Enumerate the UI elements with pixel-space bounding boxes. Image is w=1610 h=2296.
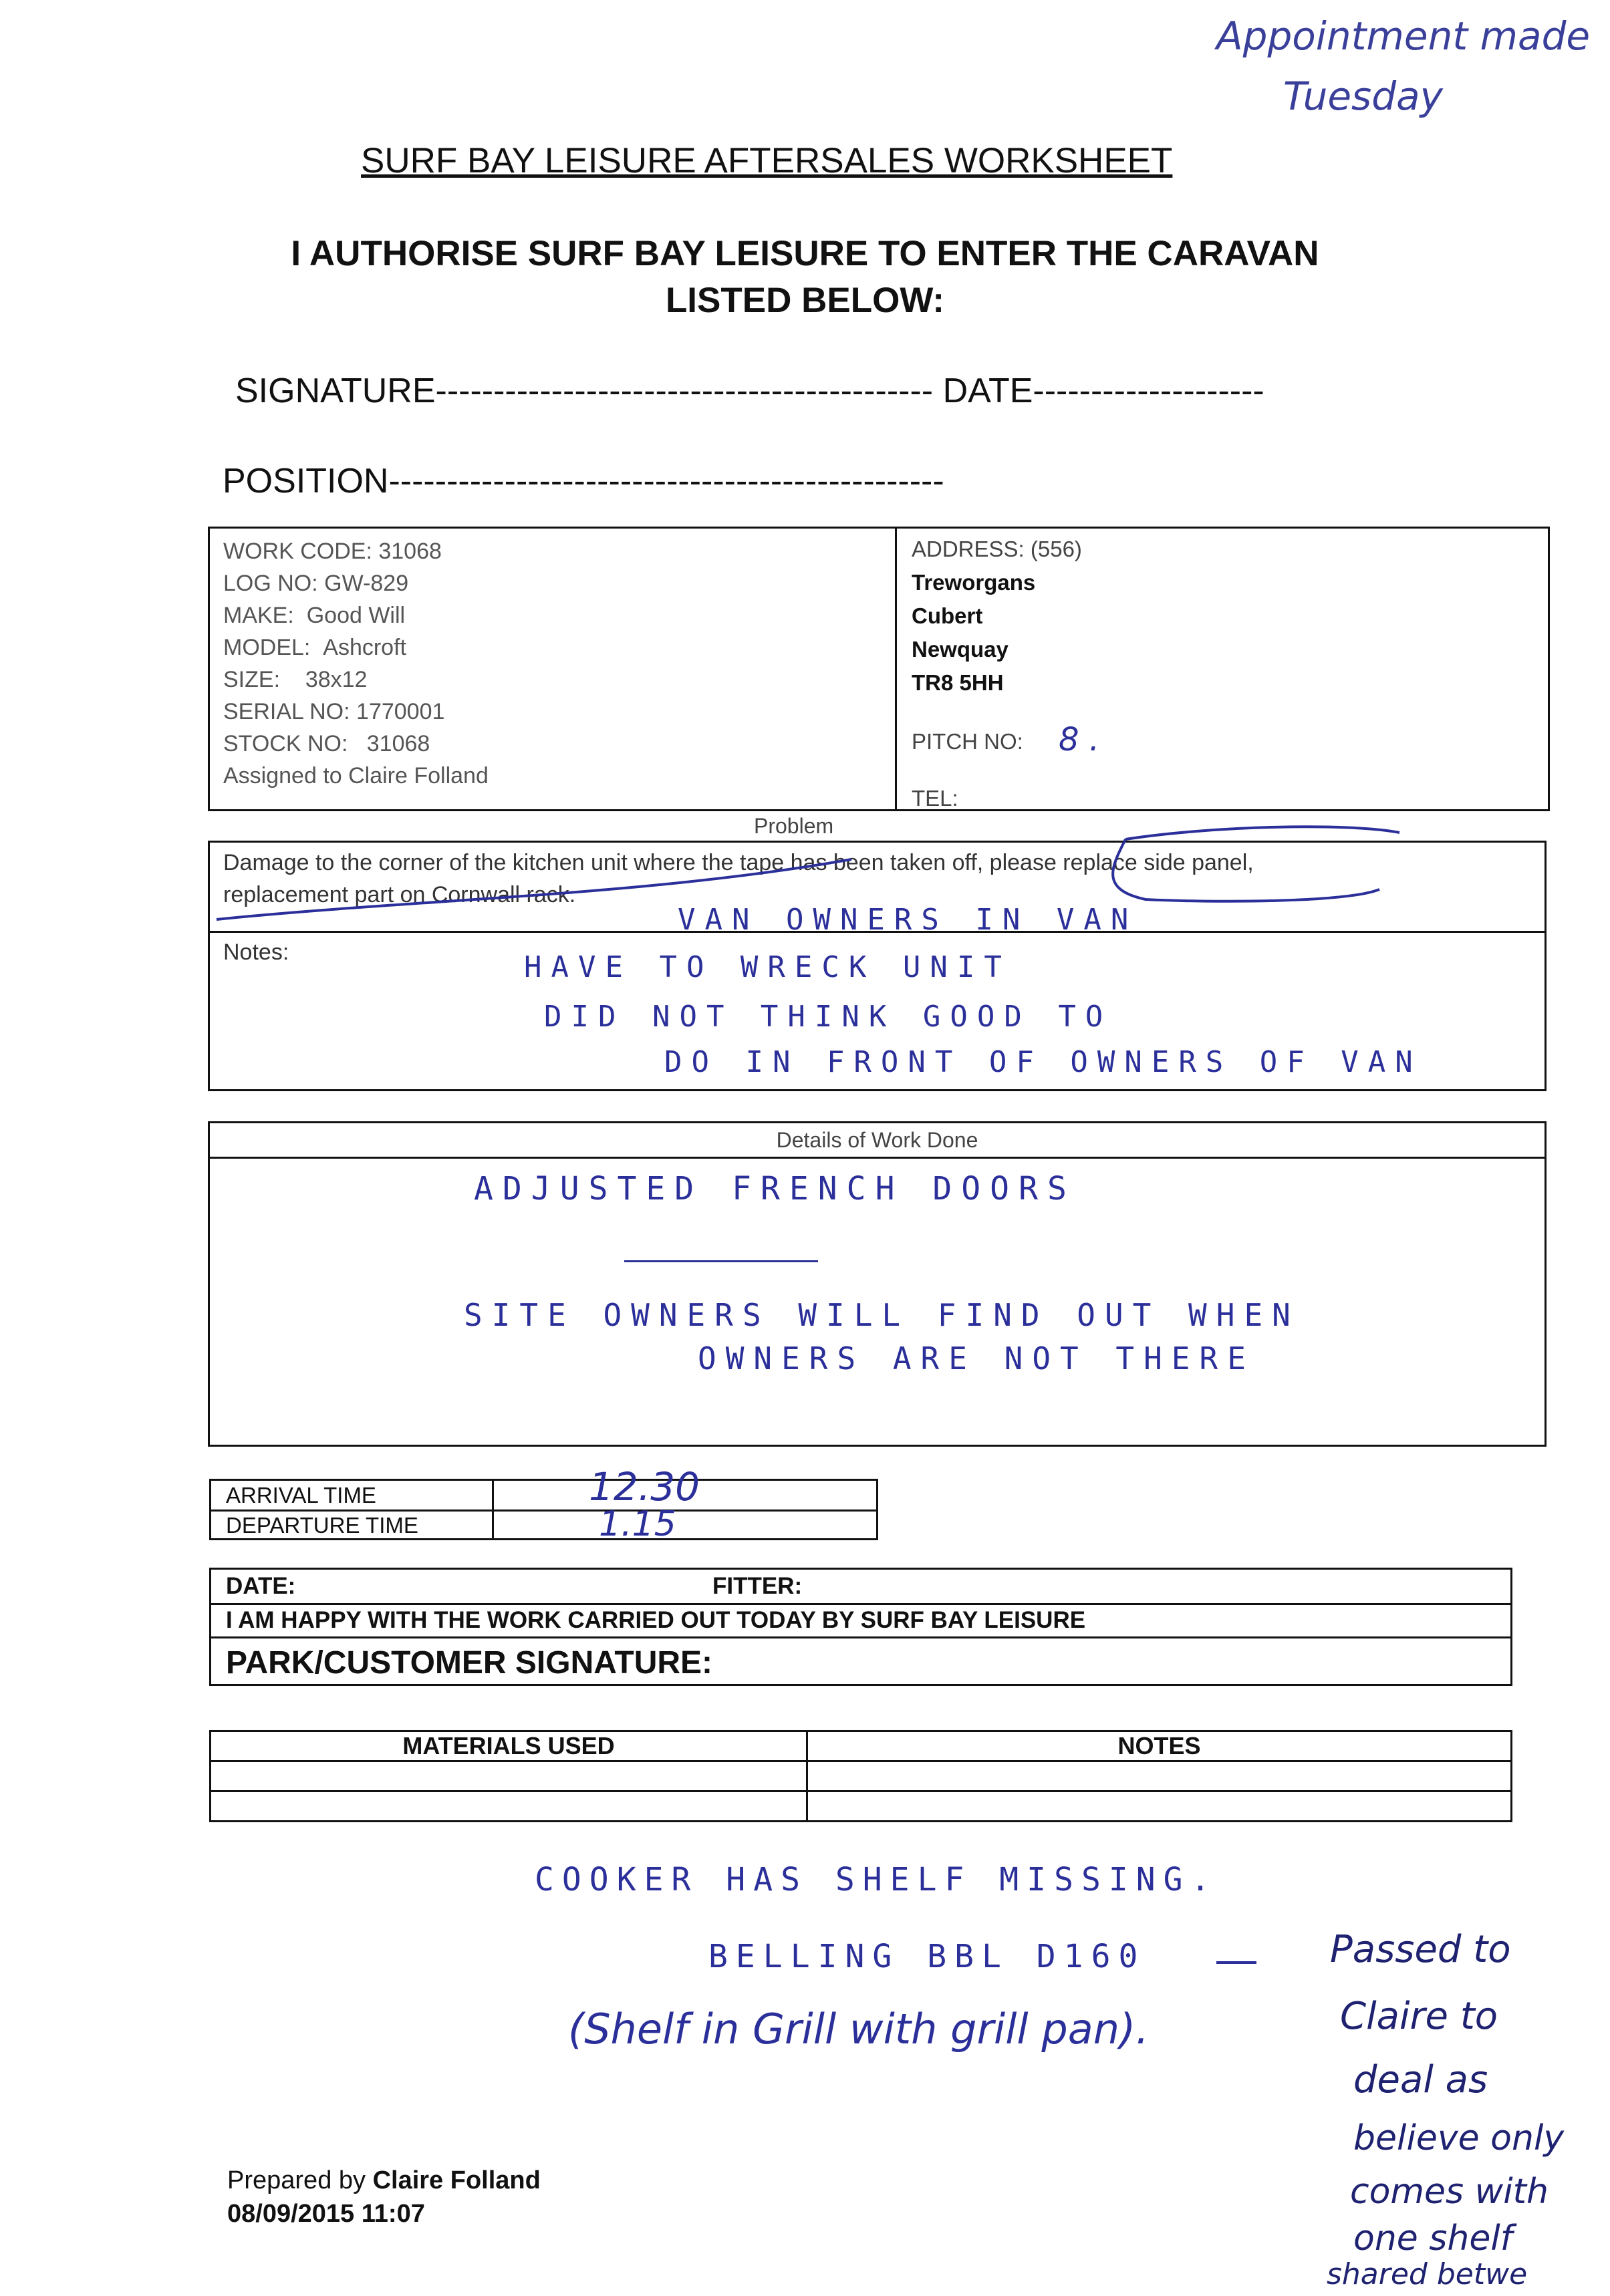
- notes-label: Notes:: [223, 940, 289, 965]
- caravan-details-box: [208, 527, 1550, 811]
- scribble-annotation: [210, 819, 1549, 933]
- happy-statement: I AM HAPPY WITH THE WORK CARRIED OUT TODAY BY SURF BAY LEISURE: [226, 1607, 1086, 1633]
- notes-handwritten-3: DO IN FRONT OF OWNERS OF VAN: [664, 1045, 1422, 1079]
- work-done-underline: [624, 1260, 818, 1262]
- authorise-line-2: LISTED BELOW:: [665, 281, 945, 320]
- address-block: [912, 533, 1082, 700]
- side-note-5: comes with: [1350, 2172, 1549, 2212]
- position-dashes: ------------------------------------------------: [388, 462, 944, 500]
- details-divider: [895, 529, 897, 809]
- handwritten-appointment-note: Appointment made: [1216, 13, 1591, 59]
- notes-handwritten-2: DID NOT THINK GOOD TO: [544, 1000, 1113, 1034]
- stock-row: STOCK NO: 31068: [223, 731, 430, 756]
- fitter-label: FITTER:: [712, 1573, 803, 1599]
- departure-label: DEPARTURE TIME: [226, 1513, 418, 1538]
- address-line-4: TR8 5HH: [912, 670, 1004, 695]
- table-row: [211, 1731, 1512, 1761]
- prepared-by: [227, 2166, 541, 2195]
- date-dashes: --------------------: [1033, 372, 1264, 410]
- materials-used-header: MATERIALS USED: [211, 1731, 807, 1761]
- problem-handwritten: VAN OWNERS IN VAN: [678, 903, 1138, 937]
- pitch-value: 8 .: [1059, 721, 1100, 758]
- problem-text-line-2: replacement part on Cornwall rack.: [223, 882, 576, 907]
- arrival-time: 12.30: [589, 1464, 700, 1510]
- position-label: POSITION: [223, 462, 389, 500]
- caravan-info: [223, 535, 892, 792]
- make-row: MAKE: Good Will: [223, 603, 406, 628]
- side-note-1: Passed to: [1330, 1928, 1511, 1971]
- materials-table: [209, 1730, 1512, 1822]
- work-done-box: [208, 1121, 1547, 1447]
- work-done-heading: Details of Work Done: [776, 1128, 978, 1152]
- prepared-timestamp: 08/09/2015 11:07: [227, 2200, 425, 2228]
- serial-row: SERIAL NO: 1770001: [223, 699, 445, 724]
- position-line: [223, 461, 944, 501]
- work-done-handwritten-1: ADJUSTED FRENCH DOORS: [474, 1170, 1076, 1207]
- prepared-label: Prepared by: [227, 2166, 366, 2194]
- departure-time: 1.15: [599, 1504, 676, 1544]
- table-cell: [211, 1761, 807, 1791]
- table-cell: [211, 1791, 807, 1822]
- log-no-row: LOG NO: GW-829: [223, 571, 409, 596]
- table-cell: [807, 1791, 1512, 1822]
- address-line-3: Newquay: [912, 637, 1009, 662]
- side-note-4: believe only: [1353, 2118, 1565, 2158]
- address-line-2: Cubert: [912, 603, 983, 628]
- table-cell: [807, 1761, 1512, 1791]
- cooker-note: COOKER HAS SHELF MISSING.: [535, 1861, 1218, 1898]
- signature-label: SIGNATURE: [235, 372, 436, 410]
- shelf-note: (Shelf in Grill with grill pan).: [568, 2005, 1149, 2053]
- problem-box: [208, 841, 1547, 937]
- signature-dashes: -------------------------------------------: [435, 372, 934, 410]
- signoff-divider-2: [211, 1636, 1510, 1638]
- work-done-handwritten-2: SITE OWNERS WILL FIND OUT WHEN: [464, 1297, 1300, 1333]
- table-row: [211, 1791, 1512, 1822]
- side-note-7: shared betwe: [1327, 2257, 1528, 2291]
- authorise-line-1: I AUTHORISE SURF BAY LEISURE TO ENTER THE CARAVAN: [291, 234, 1319, 273]
- pitch-label: PITCH NO:: [912, 729, 1023, 754]
- size-row: SIZE: 38x12: [223, 667, 368, 692]
- notes-handwritten-1: HAVE TO WRECK UNIT: [524, 950, 1011, 984]
- signoff-box: [209, 1568, 1512, 1686]
- model-note: BELLING BBL D160: [708, 1938, 1146, 1975]
- problem-text-line-1: Damage to the corner of the kitchen unit where the tape has been taken off, please replace side panel,: [223, 850, 1254, 875]
- signature-line: [235, 371, 1264, 411]
- signoff-divider-1: [211, 1603, 1510, 1605]
- problem-heading: Problem: [754, 814, 834, 838]
- times-row-divider: [211, 1510, 876, 1512]
- prepared-name: Claire Folland: [372, 2166, 541, 2194]
- table-row: [211, 1761, 1512, 1791]
- date-label: DATE: [942, 372, 1033, 410]
- side-note-3: deal as: [1353, 2058, 1488, 2102]
- customer-signature-label: PARK/CUSTOMER SIGNATURE:: [226, 1645, 713, 1681]
- address-label: ADDRESS: (556): [912, 537, 1082, 561]
- notes-header: NOTES: [807, 1731, 1512, 1761]
- handwritten-day-note: Tuesday: [1283, 74, 1443, 119]
- assigned-row: Assigned to Claire Folland: [223, 763, 489, 788]
- side-note-2: Claire to: [1340, 1995, 1498, 2038]
- page-title: SURF BAY LEISURE AFTERSALES WORKSHEET: [361, 141, 1173, 180]
- times-col-divider: [492, 1481, 494, 1538]
- work-done-heading-row: [210, 1123, 1545, 1159]
- times-box: [209, 1464, 878, 1544]
- work-done-handwritten-3: OWNERS ARE NOT THERE: [698, 1340, 1255, 1377]
- model-row: MODEL: Ashcroft: [223, 635, 406, 660]
- side-note-6: one shelf: [1353, 2218, 1513, 2259]
- dash-mark: [1216, 1961, 1256, 1964]
- address-line-1: Treworgans: [912, 570, 1036, 595]
- work-code-row: WORK CODE: 31068: [223, 539, 442, 564]
- arrival-label: ARRIVAL TIME: [226, 1483, 376, 1508]
- tel-label: TEL:: [912, 786, 958, 811]
- notes-box: [208, 931, 1547, 1091]
- signoff-date-label: DATE:: [226, 1573, 296, 1599]
